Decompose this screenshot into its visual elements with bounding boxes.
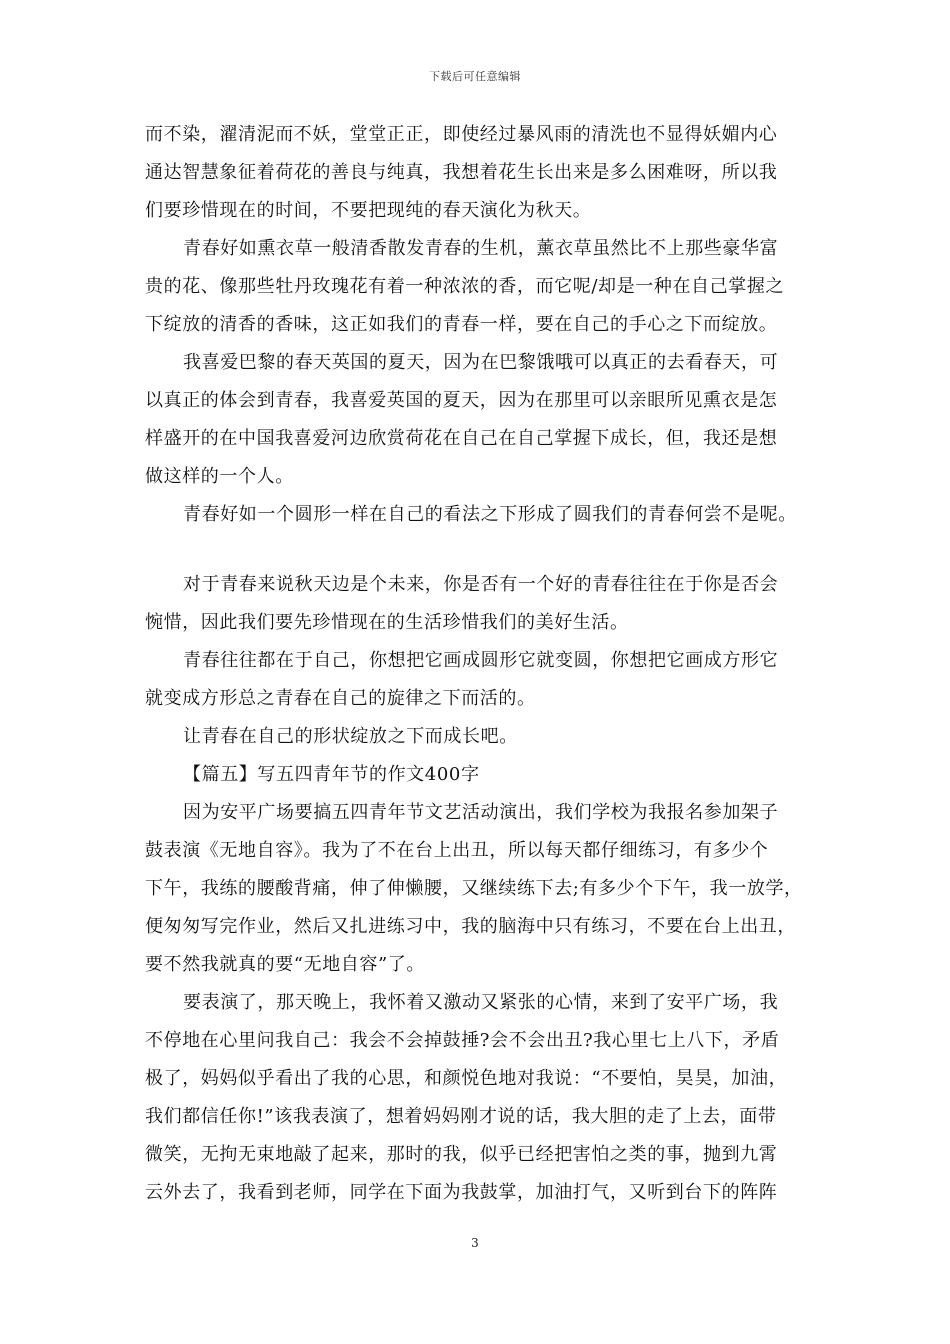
text-line: 要不然我就真的要“无地自容”了。 — [145, 954, 426, 975]
text-line: 通达智慧象征着荷花的善良与纯真，我想着花生长出来是多么困难呀，所以我 — [145, 162, 778, 183]
text-line: 而不染，濯清泥而不妖，堂堂正正，即使经过暴风雨的清洗也不显得妖媚内心 — [145, 124, 778, 145]
text-line: 不停地在心里问我自己：我会不会掉鼓捶?会不会出丑?我心里七上八下，矛盾 — [145, 1030, 780, 1051]
paragraph-start-line: 让青春在自己的形状绽放之下而成长吧。 — [183, 726, 518, 747]
paragraph-start-line: 对于青春来说秋天边是个未来，你是否有一个好的青春往往在于你是否会 — [183, 574, 779, 595]
paragraph-gap — [145, 534, 825, 566]
text-line: 微笑，无拘无束地敲了起来，那时的我，似乎已经把害怕之类的事，抛到九霄 — [145, 1144, 778, 1165]
text-line: 们要珍惜现在的时间，不要把现纯的春天演化为秋天。 — [145, 200, 592, 221]
paragraph-start-line: 青春好如熏衣草一般清香散发青春的生机，薰衣草虽然比不上那些豪华富 — [183, 238, 779, 259]
text-line: 云外去了，我看到老师，同学在下面为我鼓掌，加油打气，又听到台下的阵阵 — [145, 1182, 778, 1203]
paragraph-start-line: 我喜爱巴黎的春天英国的夏天，因为在巴黎饿哦可以真正的去看春天，可 — [183, 352, 779, 373]
text-line: 极了，妈妈似乎看出了我的心思，和颜悦色地对我说：“不要怕，昊昊，加油， — [145, 1068, 788, 1089]
paragraph-start-line: 青春往往都在于自己，你想把它画成圆形它就变圆，你想把它画成方形它 — [183, 650, 779, 671]
text-line: 我们都信任你!”该我表演了，想着妈妈刚才说的话，我大胆的走了上去，面带 — [145, 1106, 777, 1127]
paragraph-start-line: 因为安平广场要搞五四青年节文艺活动演出，我们学校为我报名参加架子 — [183, 802, 779, 823]
text-line: 下午，我练的腰酸背痛，伸了伸懒腰，又继续练下去;有多少个下午，我一放学， — [145, 878, 803, 899]
text-line: 贵的花、像那些牡丹玫瑰花有着一种浓浓的香，而它呢/却是一种在自己掌握之 — [145, 276, 785, 297]
text-line: 惋惜，因此我们要先珍惜现在的生活珍惜我们的美好生活。 — [145, 612, 629, 633]
text-line: 便匆匆写完作业，然后又扎进练习中，我的脑海中只有练习，不要在台上出丑， — [145, 916, 796, 937]
text-line: 以真正的体会到青春，我喜爱英国的夏天，因为在那里可以亲眼所见熏衣是怎 — [145, 390, 778, 411]
paragraph-start-line: 青春好如一个圆形一样在自己的看法之下形成了圆我们的青春何尝不是呢。 — [183, 504, 797, 525]
text-line: 样盛开的在中国我喜爱河边欣赏荷花在自己在自己掌握下成长，但，我还是想 — [145, 428, 778, 449]
document-body — [145, 116, 825, 1212]
section-heading: 【篇五】写五四青年节的作文400字 — [183, 764, 480, 785]
text-line: 就变成方形总之青春在自己的旋律之下而活的。 — [145, 688, 536, 709]
paragraph-start-line: 要表演了，那天晚上，我怀着又激动又紧张的心情，来到了安平广场，我 — [183, 992, 779, 1013]
page-header: 下载后可任意编辑 — [429, 70, 521, 83]
text-line: 鼓表演《无地自容》。我为了不在台上出丑，所以每天都仔细练习，有多少个 — [145, 840, 769, 861]
text-line: 下绽放的清香的香味，这正如我们的青春一样，要在自己的手心之下而绽放。 — [145, 314, 778, 335]
text-line: 做这样的一个人。 — [145, 466, 294, 487]
page-number: 3 — [471, 1236, 479, 1250]
